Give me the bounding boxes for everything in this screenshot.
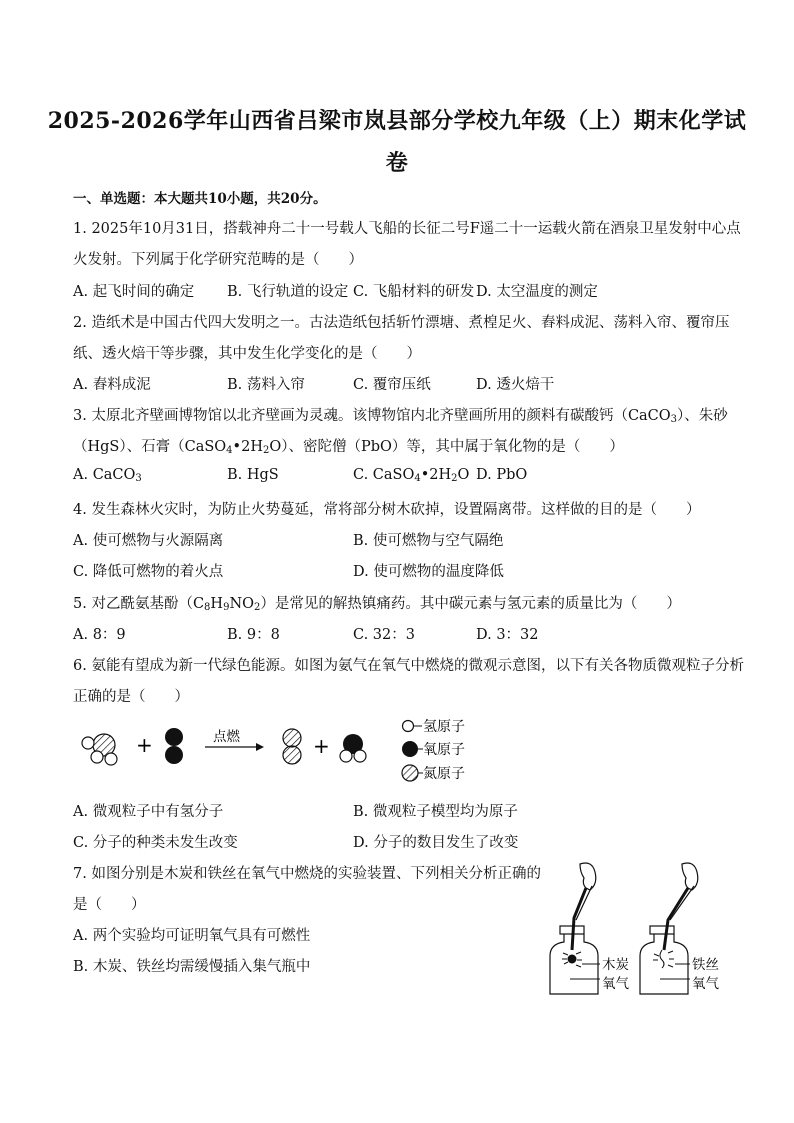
water-molecule xyxy=(340,734,366,762)
q6-stem-line2: 正确的是（ ） xyxy=(73,689,189,705)
oxygen-molecule xyxy=(165,728,183,764)
section-heading: 一、单选题：本大题共10小题，共20分。 xyxy=(73,191,327,207)
oxygen-legend-icon xyxy=(402,741,418,757)
q3-stem-line2: （HgS）、石膏$(CaSO_4•2H_2O)$、密陀僧（PbO）等，其中属于氧化物的是（ ） xyxy=(73,439,624,456)
q3-option-d[interactable]: D. PbO xyxy=(476,467,528,483)
page-title-line2: 卷 xyxy=(385,150,409,176)
nitrogen-legend-icon xyxy=(402,765,418,781)
hydrogen-legend-icon xyxy=(403,721,414,732)
q3-option-a[interactable]: A. CaCO$_3$ xyxy=(73,467,142,484)
label-oxygen-1: 氧气 xyxy=(602,976,629,992)
legend-hydrogen: 氢原子 xyxy=(423,719,465,735)
q3-option-b[interactable]: B. HgS xyxy=(227,467,279,483)
q2-stem-line1: 2. 造纸术是中国古代四大发明之一。古法造纸包括斩竹漂塘、煮楻足火、舂料成泥、荡料入帘、覆帘压 xyxy=(73,315,730,331)
label-charcoal: 木炭 xyxy=(602,957,629,973)
q5-stem: 5. 对乙酰氨基酚$(C_8H_9NO_2)$是常见的解热镇痛药。其中碳元素与氢元素的质量比为（ ） xyxy=(73,596,681,613)
q1-stem-line2: 火发射。下列属于化学研究范畴的是（ ） xyxy=(73,252,363,268)
reaction-diagram xyxy=(70,705,490,795)
reaction-condition: 点燃 xyxy=(213,729,240,745)
q7-option-a[interactable]: A. 两个实验均可证明氧气具有可燃性 xyxy=(73,928,311,944)
q1-option-d[interactable]: D. 太空温度的测定 xyxy=(476,284,598,300)
q5-option-c[interactable]: C. 32：3 xyxy=(353,627,415,643)
q4-stem: 4. 发生森林火灾时，为防止火势蔓延，常将部分树木砍掉，设置隔离带。这样做的目的是（ ） xyxy=(73,502,701,518)
legend xyxy=(402,719,465,782)
q6-option-b[interactable]: B. 微观粒子模型均为原子 xyxy=(353,804,518,820)
combustion-apparatus-figure xyxy=(540,858,730,1003)
q2-option-b[interactable]: B. 荡料入帘 xyxy=(227,377,305,393)
plus-sign: + xyxy=(136,733,153,757)
ammonia-molecule xyxy=(82,734,117,765)
q6-option-d[interactable]: D. 分子的数目发生了改变 xyxy=(353,835,519,851)
charcoal-bottle xyxy=(550,863,598,994)
q5-option-b[interactable]: B. 9：8 xyxy=(227,627,280,643)
nitrogen-molecule xyxy=(283,729,301,764)
page-title-line1: 2025-2026学年山西省吕梁市岚县部分学校九年级（上）期末化学试 xyxy=(47,108,747,134)
q5-option-a[interactable]: A. 8：9 xyxy=(73,627,126,643)
q7-stem-line2: 是（ ） xyxy=(73,897,146,913)
q6-option-c[interactable]: C. 分子的种类未发生改变 xyxy=(73,835,238,851)
q6-stem-line1: 6. 氨能有望成为新一代绿色能源。如图为氨气在氧气中燃烧的微观示意图，以下有关各物质微观粒子分析 xyxy=(73,658,744,674)
q2-option-c[interactable]: C. 覆帘压纸 xyxy=(353,377,431,393)
q3-option-c[interactable]: C. $CaSO_4•2H_2O$ xyxy=(353,467,470,484)
q4-option-c[interactable]: C. 降低可燃物的着火点 xyxy=(73,564,224,580)
iron-wire-bottle xyxy=(640,863,698,994)
plus-sign: + xyxy=(313,734,330,758)
q1-stem-line1: 1. 2025年10月31日，搭载神舟二十一号载人飞船的长征二号F遥二十一运载火箭在酒泉卫星发射中心点 xyxy=(73,221,741,237)
q4-option-a[interactable]: A. 使可燃物与火源隔离 xyxy=(73,533,224,549)
q1-option-b[interactable]: B. 飞行轨道的设定 xyxy=(227,284,349,300)
legend-oxygen: 氧原子 xyxy=(423,742,465,758)
label-iron-wire: 铁丝 xyxy=(692,957,719,973)
legend-nitrogen: 氮原子 xyxy=(423,766,465,782)
q7-stem-line1: 7. 如图分别是木炭和铁丝在氧气中燃烧的实验装置、下列相关分析正确的 xyxy=(73,866,541,882)
q3-stem-line1: 3. 太原北齐壁画博物馆以北齐壁画为灵魂。该博物馆内北齐壁画所用的颜料有碳酸钙（CaCO$_3$）、朱砂 xyxy=(73,408,728,425)
q2-option-a[interactable]: A. 舂料成泥 xyxy=(73,377,151,393)
q2-stem-line2: 纸、透火焙干等步骤，其中发生化学变化的是（ ） xyxy=(73,346,421,362)
q7-option-b[interactable]: B. 木炭、铁丝均需缓慢插入集气瓶中 xyxy=(73,959,311,975)
q6-option-a[interactable]: A. 微观粒子中有氢分子 xyxy=(73,804,224,820)
q1-option-c[interactable]: C. 飞船材料的研发 xyxy=(353,284,475,300)
q5-option-d[interactable]: D. 3：32 xyxy=(476,627,539,643)
label-oxygen-2: 氧气 xyxy=(692,976,719,992)
q4-option-d[interactable]: D. 使可燃物的温度降低 xyxy=(353,564,504,580)
q1-option-a[interactable]: A. 起飞时间的确定 xyxy=(73,284,195,300)
q2-option-d[interactable]: D. 透火焙干 xyxy=(476,377,555,393)
q4-option-b[interactable]: B. 使可燃物与空气隔绝 xyxy=(353,533,504,549)
